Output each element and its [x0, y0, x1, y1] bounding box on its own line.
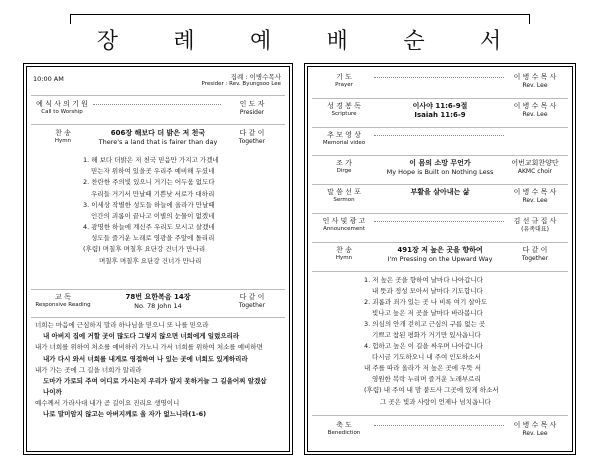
- memorial-row: [314, 131, 566, 153]
- sermon-label-ko: 말 씀 선 포: [327, 188, 361, 196]
- hymn-label-en: Hymn: [335, 254, 353, 261]
- announcement-label: [314, 217, 374, 233]
- title-char: 순: [403, 29, 427, 54]
- dirge-label-en: Dirge: [336, 167, 352, 174]
- lyric-line: (후렴) 내 주여 내 맘 붙드사 그곳에 있게 하소서: [364, 386, 499, 395]
- title-rule: [70, 14, 530, 15]
- divider: [312, 127, 568, 128]
- hymn-title-en: There's a land that is fairer than day: [98, 137, 218, 146]
- lyric-line: 다시금 기도하오니 내 주여 인도하소서: [372, 353, 481, 362]
- lyric-line: 믿는자 위하여 있을곳 우리주 예비해 두셨네: [91, 167, 215, 176]
- leader-dots: [374, 221, 504, 222]
- lyric-line: 성도들 즐거운 노래로 영광을 주앞에 돌리리: [91, 234, 215, 243]
- dirge-right-en: AKMC choir: [517, 167, 553, 175]
- hymn-label: [33, 129, 93, 145]
- announcement-row: [314, 217, 566, 239]
- hymn-row: [314, 246, 566, 268]
- hymn-right: [504, 246, 566, 262]
- leader-dots: [93, 104, 221, 105]
- sermon-right: [504, 188, 566, 204]
- divider: [31, 124, 285, 125]
- memorial-label: [314, 131, 374, 147]
- lyric-line: 빛나고 높은 저 곳을 날마다 바라봅니다: [372, 309, 483, 318]
- lyric-line: 내 뜻과 정성 모아서 날마다 기도합니다: [372, 287, 483, 296]
- title-char: 례: [173, 29, 197, 54]
- divider: [312, 213, 568, 214]
- call-label: [29, 100, 95, 116]
- divider: [312, 242, 568, 243]
- hymn-title-ko: 491장 저 높은 곳을 향하여: [397, 246, 483, 254]
- divider: [312, 155, 568, 156]
- lyric-line: 그 곳은 빛과 사랑이 언제나 넘치옵니다: [380, 397, 491, 406]
- hymn-title-ko: 606장 해보다 더 밝은 저 천국: [110, 129, 206, 137]
- lyric-line: 3. 의심의 안개 걷히고 근심의 구름 없는 곳: [364, 320, 486, 329]
- title-char: 예: [250, 29, 274, 54]
- left-panel-inner: [26, 66, 290, 452]
- prayer-label-en: Prayer: [335, 81, 353, 88]
- scripture-title-en: Isaiah 11:6-9: [414, 110, 466, 119]
- reading-right: [221, 293, 283, 309]
- hymn-right-ko: 다 같 이: [522, 246, 548, 254]
- lyric-line: 우리들 거기서 만날때 기쁜낮 서로가 대하리: [91, 189, 215, 198]
- divider: [31, 289, 285, 290]
- lyric-line: (후렴) 며칠후 며칠후 요단강 건너가 만나리: [83, 245, 206, 254]
- prayer-right-en: Rev. Lee: [522, 81, 548, 89]
- lyric-line: 영원한 복락 누리며 즐거운 노래부르리: [372, 375, 481, 384]
- reading-right-en: Together: [238, 301, 266, 309]
- dirge-title-ko: 이 몸의 소망 무언가: [409, 159, 471, 167]
- hymn-label-en: Hymn: [54, 137, 72, 144]
- reading-line-response: 도마가 가로되 주여 어디로 가시는지 우리가 알지 못하거늘 그 길을어찌 알겠삽: [43, 376, 267, 385]
- reading-line: 너희는 마음에 근심하지 말라 하나님을 믿으니 또 나를 믿으라: [35, 321, 209, 329]
- benediction-row: [314, 421, 566, 443]
- reading-line-response: 나로 말미암지 않고는 아버지께로 올 자가 없느니라(1-6): [43, 410, 207, 419]
- call-right-en: Presider: [239, 108, 265, 116]
- title-char: 서: [479, 29, 504, 54]
- dirge-label-ko: 조 가: [336, 159, 352, 167]
- leader-dots: [374, 135, 504, 136]
- dirge-title-en: My Hope is Built on Nothing Less: [386, 167, 494, 176]
- lyric-line: 4. 험하고 높은 이 길을 싸우며 나아갑니다: [364, 342, 484, 351]
- scripture-right: [504, 102, 566, 118]
- announcement-label-ko: 인 사 및 광 고: [322, 217, 366, 225]
- call-to-worship-row: [33, 100, 283, 122]
- reading-line-response: 나이까: [43, 388, 62, 397]
- leader-dots: [374, 77, 504, 78]
- dirge-row: [314, 159, 566, 181]
- service-time: 10:00 AM: [33, 75, 64, 83]
- divider: [312, 184, 568, 185]
- presider-ko: 집례 : 이병수목사: [230, 73, 281, 81]
- announcement-label-en: Announcement: [323, 225, 365, 232]
- benediction-label-en: Benediction: [327, 429, 361, 436]
- reading-line: 내가 가는 곳에 그 길을 너희가 알리라: [35, 365, 142, 374]
- lyric-line: 1. 해 보다 더밝은 저 천국 믿음만 가지고 가겠네: [83, 156, 219, 164]
- scripture-right-ko: 이 병 수 목 사: [513, 102, 557, 110]
- reading-label-ko: 교 독: [55, 293, 71, 301]
- benediction-label-ko: 축 도: [336, 421, 352, 429]
- hymn-right: [221, 129, 283, 145]
- memorial-label-en: Memorial video: [322, 139, 366, 146]
- divider: [312, 98, 568, 99]
- divider: [31, 317, 285, 318]
- reading-label: [33, 293, 93, 309]
- dirge-label: [314, 159, 374, 175]
- scripture-label-ko: 성 경 봉 독: [327, 102, 361, 110]
- right-panel: [304, 63, 576, 455]
- leader-dots: [374, 425, 504, 426]
- prayer-right-ko: 이 병 수 목 사: [513, 73, 557, 81]
- presider-en: Presider : Rev. Byungsoo Lee: [201, 81, 281, 88]
- hymn-lyrics: [364, 275, 560, 408]
- prayer-row: [314, 73, 566, 95]
- title-bar: [70, 6, 530, 54]
- scripture-label-en: Scripture: [331, 110, 357, 117]
- hymn-lyrics: [83, 155, 279, 267]
- prayer-label: [314, 73, 374, 89]
- hymn-label-ko: 찬 송: [55, 129, 71, 137]
- reading-line-response: 내가 다시 와서 너희를 내게로 영접하여 나 있는 곳에 너희도 있게하리라: [43, 354, 248, 363]
- reading-title: [95, 293, 221, 310]
- benediction-right-en: Rev. Lee: [522, 429, 548, 437]
- dirge-title: [376, 159, 504, 176]
- sermon-label-en: Sermon: [333, 196, 355, 203]
- lyric-line: 1. 저 높은 곳을 향하여 날마다 나아갑니다: [364, 276, 484, 284]
- announcement-right-ko: 김 선 규 집 사: [513, 217, 557, 225]
- sermon-right-ko: 이 병 수 목 사: [513, 188, 557, 196]
- announcement-right: [504, 217, 566, 233]
- right-panel-inner: [307, 66, 573, 452]
- call-label-ko: 예 식 사 의 기 원: [36, 100, 88, 108]
- announcement-right-en: (유족대표): [521, 225, 549, 233]
- memorial-label-ko: 추 모 영 상: [327, 131, 361, 139]
- sermon-title-ko: 부활을 살아내는 삶: [410, 188, 470, 196]
- reading-row: [33, 293, 283, 315]
- benediction-right: [504, 421, 566, 437]
- reading-label-en: Responsive Reading: [35, 301, 91, 308]
- prayer-label-ko: 기 도: [336, 73, 352, 81]
- reading-text: [35, 320, 281, 421]
- benediction-label: [314, 421, 374, 437]
- reading-title-ko: 78번 요한복음 14장: [125, 293, 191, 301]
- sermon-row: [314, 188, 566, 210]
- reading-line: 예수께서 가라사대 내가 곧 길이요 진리요 생명이니: [35, 399, 180, 408]
- lyric-line: 기쁘고 참된 평화가 거기만 있사옵니다: [372, 331, 481, 340]
- hymn-label: [314, 246, 374, 262]
- lyric-line: 3. 이세상 작별한 성도들 하늘에 올라가 만날때: [83, 200, 215, 209]
- scripture-label: [314, 102, 374, 118]
- hymn-row: [33, 129, 283, 151]
- dirge-right-ko: 어번교회찬양단: [511, 159, 559, 167]
- benediction-right-ko: 이 병 수 목 사: [513, 421, 557, 429]
- lyric-line: 내 주를 따라 올라가 저 높은 곳에 우뚝 서: [364, 364, 481, 373]
- hymn-right-en: Together: [521, 254, 549, 262]
- scripture-row: [314, 102, 566, 124]
- hymn-title: [376, 246, 504, 263]
- reading-line: 내가 너희를 위하여 처소를 예비하러 가노니 가서 너희를 위하여 처소를 예비하면: [35, 343, 263, 352]
- dirge-right: [504, 159, 566, 175]
- page-title: [70, 24, 530, 55]
- title-char: 장: [96, 29, 120, 54]
- reading-line-response: 내 아버지 집에 거할 곳이 많도다 그렇지 않으면 너희에게 일렀으리라: [43, 332, 240, 341]
- title-tick-left: [70, 14, 71, 24]
- call-right: [221, 100, 283, 116]
- scripture-right-en: Rev. Lee: [522, 110, 548, 118]
- lyric-line: 며칠후 며칠후 요단강 건너가 만나리: [99, 256, 202, 265]
- scripture-title-ko: 이사야 11:6-9절: [412, 102, 468, 110]
- lyric-line: 4. 광명한 하늘에 계신주 우리도 모시고 살겠네: [83, 223, 215, 232]
- sermon-label: [314, 188, 374, 204]
- reading-right-ko: 다 같 이: [239, 293, 265, 301]
- title-tick-right: [529, 14, 530, 24]
- scripture-title: [376, 102, 504, 120]
- divider: [31, 95, 285, 96]
- hymn-title-en: I'm Pressing on the Upward Way: [387, 254, 493, 263]
- hymn-label-ko: 찬 송: [336, 246, 352, 254]
- hymn-right-en: Together: [238, 137, 266, 145]
- reading-title-en: No. 78 John 14: [134, 301, 182, 310]
- divider: [312, 415, 568, 416]
- sermon-title: [376, 188, 504, 197]
- sermon-right-en: Rev. Lee: [522, 196, 548, 204]
- call-right-ko: 인 도 자: [239, 100, 265, 108]
- call-label-en: Call to Worship: [41, 108, 83, 115]
- lyric-line: 2. 괴롬과 죄가 있는 곳 나 비록 여기 살아도: [364, 298, 488, 307]
- presider-info: [202, 73, 281, 88]
- left-panel: [23, 63, 293, 455]
- hymn-right-ko: 다 같 이: [239, 129, 265, 137]
- title-char: 배: [326, 29, 350, 54]
- prayer-right: [504, 73, 566, 89]
- divider: [312, 271, 568, 272]
- lyric-line: 인간의 괴롬이 끝나고 이별의 눈물이 없겠네: [91, 211, 215, 220]
- lyric-line: 2. 찬란한 주의빛 있으니 거기는 어두움 없도다: [83, 178, 215, 187]
- hymn-title: [95, 129, 221, 146]
